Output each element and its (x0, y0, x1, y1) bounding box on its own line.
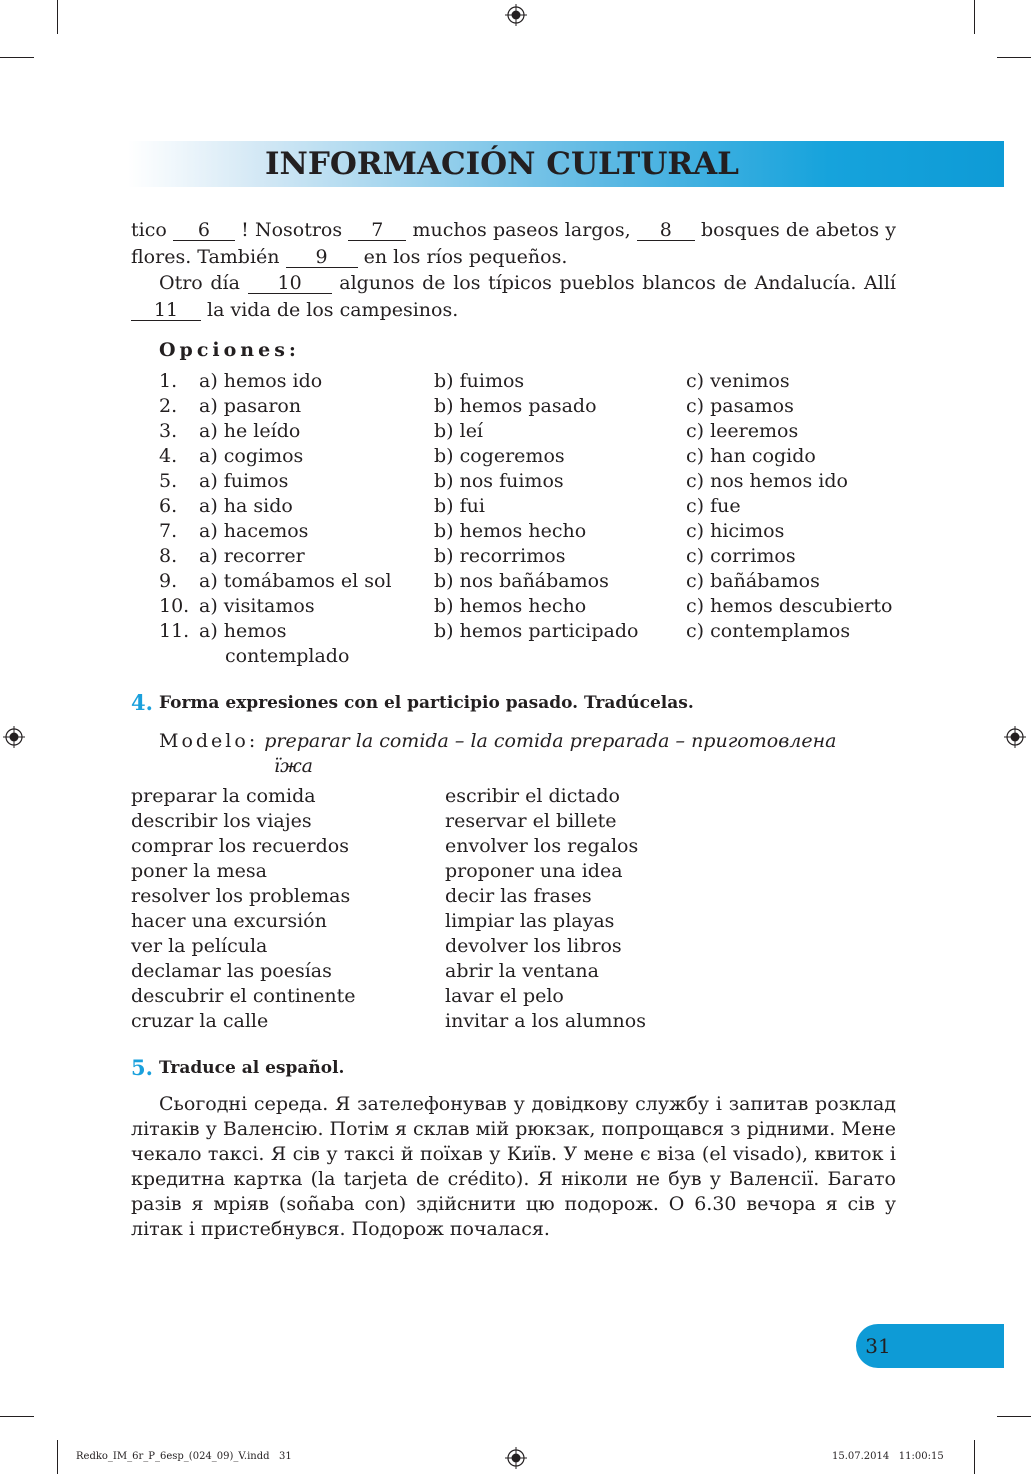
option-number: 1. (159, 370, 178, 392)
option-row (0, 419, 1031, 444)
option-c: c) hicimos (686, 520, 785, 542)
crop-mark (0, 1416, 34, 1417)
option-number: 8. (159, 545, 178, 567)
registration-mark-icon (505, 1447, 527, 1469)
option-c: c) bañábamos (686, 570, 820, 592)
blank-6: 6 (173, 220, 235, 241)
option-c: c) fue (686, 495, 741, 517)
expression-item: limpiar las playas (445, 910, 615, 932)
crop-mark (997, 57, 1031, 58)
option-b: b) fui (434, 495, 485, 517)
option-b: b) hemos hecho (434, 595, 587, 617)
text: ! Nosotros (241, 219, 343, 241)
expression-item: descubrir el continente (131, 985, 356, 1007)
crop-mark (974, 0, 975, 34)
option-a: a) visitamos (199, 595, 315, 617)
option-row (0, 494, 1031, 519)
option-row (0, 569, 1031, 594)
option-row (0, 444, 1031, 469)
expression-item: declamar las poesías (131, 960, 332, 982)
option-row (0, 394, 1031, 419)
option-c: c) leeremos (686, 420, 799, 442)
expressions-column-1 (131, 784, 355, 1034)
option-row (0, 544, 1031, 569)
option-c: c) pasamos (686, 395, 794, 417)
blank-7: 7 (348, 220, 406, 241)
exercise-4-title: Forma expresiones con el participio pasado. Tradúcelas. (159, 693, 694, 713)
option-a: a) ha sido (199, 495, 293, 517)
expression-item: comprar los recuerdos (131, 835, 349, 857)
option-c: c) nos hemos ido (686, 470, 848, 492)
option-row (0, 619, 1031, 644)
option-c: c) corrimos (686, 545, 796, 567)
exercise-4-number: 4. (131, 690, 153, 715)
expression-item: decir las frases (445, 885, 592, 907)
option-a: a) hemos ido (199, 370, 323, 392)
paragraph-1 (131, 217, 896, 271)
text: en los ríos pequeños. (363, 246, 568, 268)
options-label: Opciones: (159, 339, 300, 361)
expression-item: lavar el pelo (445, 985, 564, 1007)
option-number: 2. (159, 395, 178, 417)
option-b: b) hemos participado (434, 620, 639, 642)
option-b: b) recorrimos (434, 545, 566, 567)
crop-mark (997, 1416, 1031, 1417)
text: tico (131, 219, 167, 241)
page-title: INFORMACIÓN CULTURAL (265, 146, 739, 182)
expression-item: proponer una idea (445, 860, 623, 882)
option-b: b) hemos pasado (434, 395, 597, 417)
expression-item: devolver los libros (445, 935, 622, 957)
expression-item: preparar la comida (131, 785, 316, 807)
blank-9: 9 (286, 247, 358, 268)
option-row (0, 369, 1031, 394)
text: la vida de los campesinos. (207, 299, 459, 321)
option-number: 11. (159, 620, 190, 642)
option-b: b) hemos hecho (434, 520, 587, 542)
translation-text: Сьогодні середа. Я зателефонував у довідкову службу і запитав розклад літаків у Валенсію. Потім я склав мій рюкзак, попрощався з рідними. Мене чекало таксі. Я сів у таксі й поїхав у Київ. У мене є віза (el visado), квиток і кредитна картка (la tarjeta de crédito). Я ніколи не був у Валенсії. Багато разів я мріяв (soñaba con) здійснити цю подорож. О 6.30 вечора я сів у літак і пристебнувся. Подорож почалася. (131, 1093, 896, 1240)
expression-item: escribir el dictado (445, 785, 620, 807)
crop-mark (0, 57, 34, 58)
option-number: 10. (159, 595, 190, 617)
text: bosques de abetos y flores. También (131, 219, 896, 268)
blank-10: 10 (248, 273, 332, 294)
option-number: 6. (159, 495, 178, 517)
crop-mark (57, 0, 58, 34)
option-a: a) fuimos (199, 470, 289, 492)
expressions-column-2 (445, 784, 646, 1034)
option-row (0, 594, 1031, 619)
expression-item: envolver los regalos (445, 835, 639, 857)
page-number: 31 (865, 1334, 891, 1358)
modelo-label: Modelo: (159, 730, 259, 752)
option-number: 4. (159, 445, 178, 467)
modelo-text: preparar la comida – la comida preparada – приготовлена (264, 730, 837, 752)
option-a: a) tomábamos el sol (199, 570, 392, 592)
expression-item: cruzar la calle (131, 1010, 269, 1032)
expression-item: abrir la ventana (445, 960, 599, 982)
option-row (0, 469, 1031, 494)
option-c: c) contemplamos (686, 620, 851, 642)
text: Otro día (159, 272, 240, 294)
expression-item: reservar el billete (445, 810, 617, 832)
registration-mark-icon (3, 726, 25, 748)
option-number: 7. (159, 520, 178, 542)
option-number: 9. (159, 570, 178, 592)
option-a: a) hacemos (199, 520, 309, 542)
option-b: b) fuimos (434, 370, 525, 392)
option-c: c) venimos (686, 370, 790, 392)
crop-mark (57, 1440, 58, 1474)
registration-mark-icon (1004, 726, 1026, 748)
blank-11: 11 (131, 300, 201, 321)
option-a: a) cogimos (199, 445, 304, 467)
expression-item: invitar a los alumnos (445, 1010, 646, 1032)
exercise-5-number: 5. (131, 1055, 153, 1080)
modelo (159, 729, 896, 779)
option-b: b) leí (434, 420, 484, 442)
option-b: b) nos fuimos (434, 470, 564, 492)
blank-8: 8 (637, 220, 695, 241)
text: algunos de los típicos pueblos blancos de Andalucía. Allí (339, 272, 897, 294)
text: muchos paseos largos, (412, 219, 631, 241)
expression-item: poner la mesa (131, 860, 267, 882)
crop-mark (974, 1440, 975, 1474)
option-a: a) recorrer (199, 545, 305, 567)
exercise-5-title: Traduce al español. (159, 1058, 345, 1078)
option-number: 3. (159, 420, 178, 442)
option-a: a) he leído (199, 420, 301, 442)
expression-item: describir los viajes (131, 810, 312, 832)
expression-item: resolver los problemas (131, 885, 351, 907)
expression-item: hacer una excursión (131, 910, 327, 932)
option-c: c) hemos descubierto (686, 595, 893, 617)
option-b: b) cogeremos (434, 445, 565, 467)
slug-date: 15.07.2014 11:00:15 (832, 1451, 944, 1462)
slug-filename: Redko_IM_6r_P_6esp_(024_09)_V.indd 31 (76, 1451, 292, 1462)
option-b: b) nos bañábamos (434, 570, 609, 592)
registration-mark-icon (505, 4, 527, 26)
option-number: 5. (159, 470, 178, 492)
option-c: c) han cogido (686, 445, 816, 467)
option-a: a) hemos (199, 620, 287, 642)
paragraph-2 (131, 270, 896, 324)
option-row (0, 519, 1031, 544)
expression-item: ver la película (131, 935, 268, 957)
modelo-text-2: їжа (274, 755, 314, 777)
option-11-continuation: contemplado (225, 645, 350, 667)
option-a: a) pasaron (199, 395, 302, 417)
